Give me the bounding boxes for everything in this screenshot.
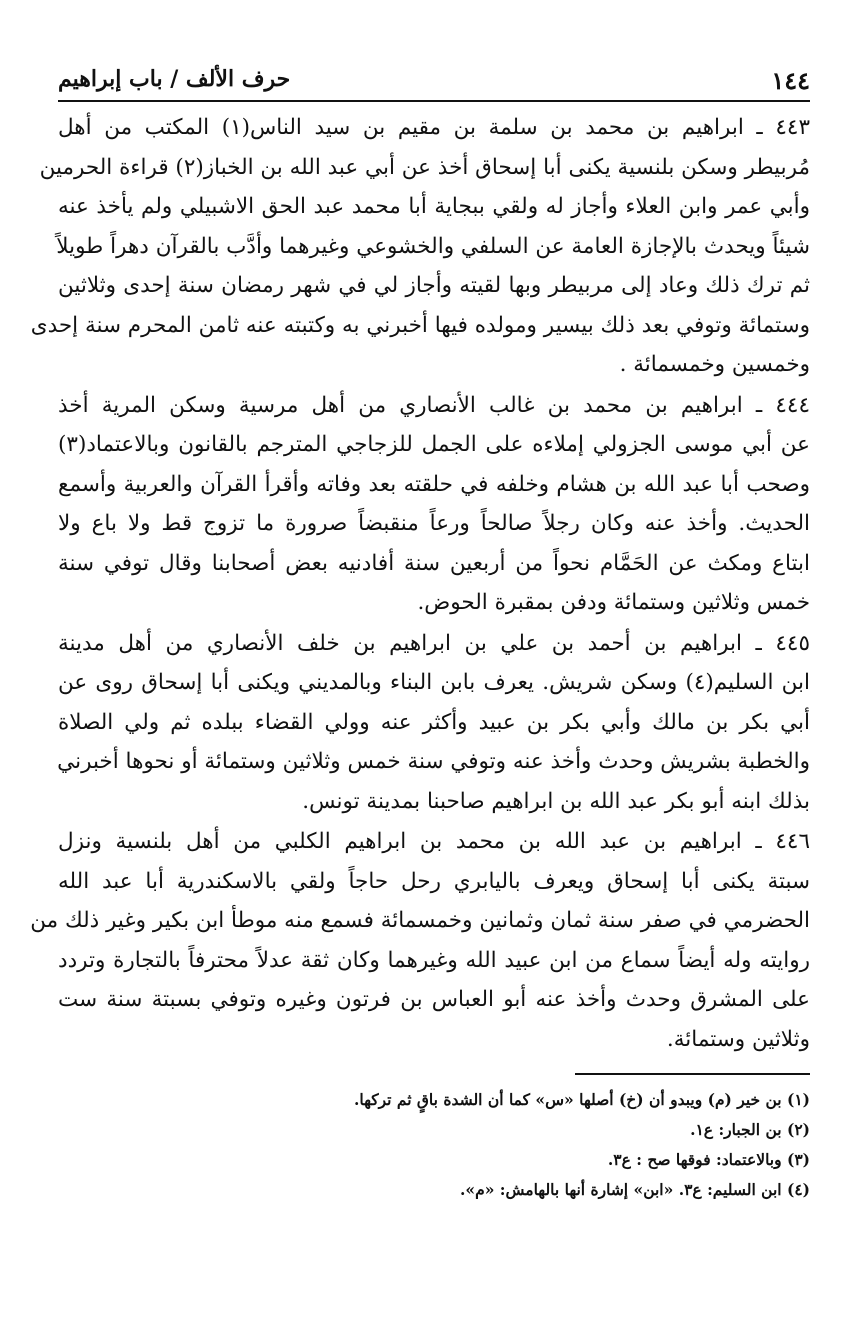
page-header <box>58 62 810 102</box>
entry-line: على المشرق وحدث وأخذ عنه أبو العباس بن فرتون وغيره وتوفي بسبتة سنة ست <box>58 987 810 1012</box>
footnote-separator <box>575 1073 810 1075</box>
entry-3 <box>30 822 810 1059</box>
entry-line: ٤٤٥ ـ ابراهيم بن أحمد بن علي بن ابراهيم بن خلف الأنصاري من أهل مدينة <box>58 630 810 656</box>
entry-line: خمس وثلاثين وستمائة ودفن بمقبرة الحوض. <box>417 590 810 615</box>
footnotes <box>58 1085 810 1205</box>
entry-line: وستمائة وتوفي بعد ذلك بيسير ومولده فيها أخبرني به وكتبته عنه ثامن المحرم سنة إحدى <box>30 312 810 338</box>
entry-line: روايته وله أيضاً سماع من ابن عبيد الله وغيرهما وكان ثقة عدلاً محترفاً بالتجارة وتردد <box>58 947 810 973</box>
entry-line: الحديث. وأخذ عنه وكان رجلاً صالحاً ورعاً منقبضاً صرورة ما تزوج قط ولا باع ولا <box>58 511 810 536</box>
running-head: حرف الألف / باب إبراهيم <box>58 66 291 92</box>
entry-line: ٤٤٣ ـ ابراهيم بن محمد بن سلمة بن مقيم بن سيد الناس(١) المكتب من أهل <box>58 115 810 140</box>
entry-line: أبي بكر بن مالك وأبي بكر بن عبيد وأكثر عنه وولي القضاء ببلده ثم ولي الصلاة <box>58 709 810 735</box>
entry-line: ابتاع ومكث عن الحَمَّام نحواً من أربعين سنة أفادنيه بعض أصحابنا وقال توفي سنة <box>58 550 810 576</box>
entry-line: ابن السليم(٤) وسكن شريش. يعرف بابن البناء وبالمديني ويكنى أبا إسحاق روى عن <box>58 670 810 695</box>
entry-line: الحضرمي في صفر سنة ثمان وثمانين وخمسمائة فسمع منه موطأ ابن بكير وغير ذلك من <box>30 908 810 933</box>
entry-1 <box>58 386 810 623</box>
entry-line: مُربيطر وسكن بلنسية يكنى أبا إسحاق أخذ عن أبي عبد الله بن الخباز(٢) قراءة الحرمين <box>39 154 810 180</box>
footnote-2: (٢) بن الجبار: ع١. <box>690 1120 810 1139</box>
biography-entries <box>30 108 810 1059</box>
footnote-3: (٣) وبالاعتماد: فوقها صح : ع٣. <box>607 1150 810 1169</box>
entry-line: والخطبة بشريش وحدث وأخذ عنه وتوفي سنة خمس وثلاثين وستمائة أو نحوها أخبرني <box>57 749 810 774</box>
entry-line: ٤٤٦ ـ ابراهيم بن عبد الله بن محمد بن ابراهيم الكلبي من أهل بلنسية ونزل <box>58 829 810 854</box>
entry-line: وأبي عمر وابن العلاء وأجاز له ولقي ببجاية أبا محمد عبد الحق الاشبيلي ولم يأخذ عنه <box>58 194 810 219</box>
footnote-1: (١) بن خير (م) ويبدو أن (خ) أصلها «س» كما أن الشدة باقٍ ثم تركها. <box>353 1090 810 1109</box>
entry-line: وثلاثين وستمائة. <box>666 1026 810 1052</box>
footnote-4: (٤) ابن السليم: ع٣. «ابن» إشارة أنها بالهامش: «م». <box>460 1180 810 1199</box>
entry-line: ثم ترك ذلك وعاد إلى مربيطر وبها لقيته وأجاز لي في شهر رمضان سنة إحدى وثلاثين <box>58 273 810 298</box>
entry-line: بذلك ابنه أبو بكر عبد الله بن ابراهيم صاحبنا بمدينة تونس. <box>302 788 810 814</box>
entry-line: شيئاً ويحدث بالإجازة العامة عن السلفي والخشوعي وغيرهما وأدَّب بالقرآن دهراً طويلاً <box>56 233 810 259</box>
entry-line: سبتة يكنى أبا إسحاق ويعرف باليابري رحل حاجاً ولقي بالاسكندرية أبا عبد الله <box>58 868 810 894</box>
entry-line: وخمسين وخمسمائة . <box>619 352 810 377</box>
entry-line: عن أبي موسى الجزولي إملاءه على الجمل للزجاجي المترجم بالقانون وبالاعتماد(٣) <box>58 432 810 457</box>
book-page <box>30 62 810 1322</box>
entry-0 <box>30 108 810 385</box>
page-number: ١٤٤ <box>771 66 810 95</box>
entry-line: ٤٤٤ ـ ابراهيم بن محمد بن غالب الأنصاري من أهل مرسية وسكن المرية أخذ <box>58 392 810 418</box>
entry-line: وصحب أبا عبد الله بن هشام وخلفه في حلقته بعد وفاته وأقرأ القرآن والعربية وأسمع <box>58 471 810 497</box>
entry-2 <box>58 624 810 822</box>
